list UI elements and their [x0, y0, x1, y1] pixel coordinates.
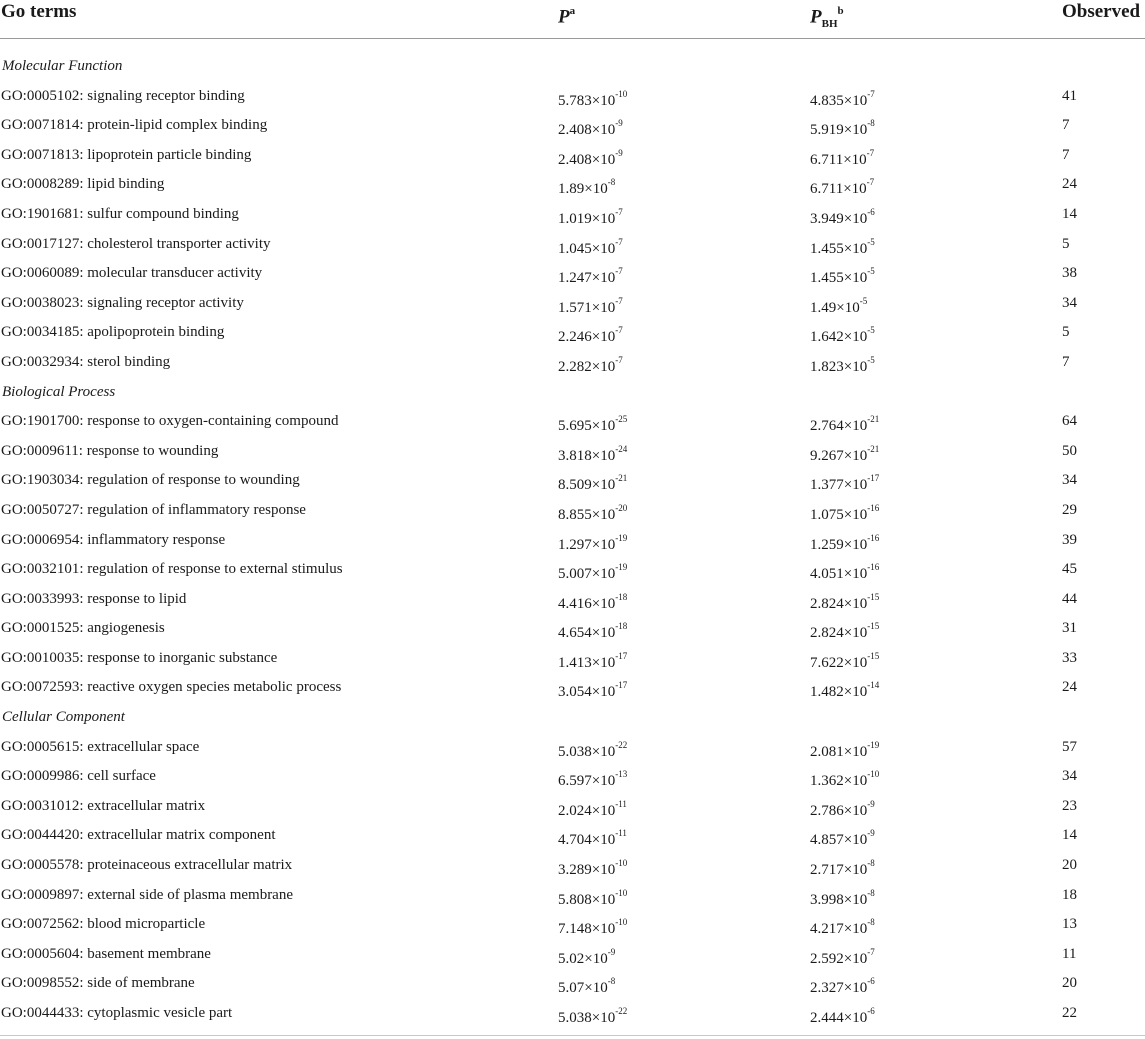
observed-cell: 64	[1062, 413, 1077, 430]
exponent: -17	[615, 650, 628, 661]
observed-cell: 22	[1062, 1005, 1077, 1021]
table-row	[0, 466, 1145, 496]
mantissa: 5.07	[558, 980, 585, 997]
times-ten: ×10	[843, 358, 868, 375]
exponent: -15	[867, 621, 880, 632]
times-ten: ×10	[843, 921, 868, 938]
go-term-cell: GO:0010035: response to inorganic substance	[1, 649, 278, 666]
times-ten: ×10	[843, 862, 868, 879]
table-row	[0, 318, 1145, 348]
observed-cell: 38	[1062, 265, 1077, 282]
table-bottom-rule	[0, 1035, 1145, 1036]
exponent: -21	[867, 443, 880, 454]
exponent: -19	[867, 739, 880, 750]
table-row	[0, 910, 1145, 940]
mantissa: 4.217	[810, 921, 844, 938]
exponent: -5	[867, 236, 875, 247]
table-row	[0, 585, 1145, 615]
mantissa: 2.786	[810, 802, 844, 819]
observed-cell: 45	[1062, 561, 1077, 578]
times-ten: ×10	[843, 506, 868, 523]
exponent: -10	[615, 887, 628, 898]
header-pbh-symbol: P	[810, 6, 822, 28]
section-heading-row	[0, 378, 1145, 408]
times-ten: ×10	[843, 773, 868, 790]
times-ten: ×10	[591, 418, 616, 435]
exponent: -7	[867, 946, 875, 957]
mantissa: 2.327	[810, 980, 844, 997]
go-term-cell: GO:0032101: regulation of response to external stimulus	[1, 561, 343, 578]
exponent: -10	[867, 769, 880, 780]
times-ten: ×10	[843, 743, 868, 760]
times-ten: ×10	[591, 536, 616, 553]
times-ten: ×10	[843, 181, 867, 198]
exponent: -22	[615, 739, 628, 750]
mantissa: 3.054	[558, 684, 592, 701]
mantissa: 1.019	[558, 210, 592, 227]
times-ten: ×10	[843, 536, 868, 553]
go-term-cell: GO:0072562: blood microparticle	[1, 916, 206, 933]
go-term-cell: GO:0033993: response to lipid	[1, 590, 187, 607]
mantissa: 1.075	[810, 506, 844, 523]
times-ten: ×10	[591, 329, 616, 346]
go-term-cell: GO:1903034: regulation of response to wounding	[1, 472, 300, 489]
times-ten: ×10	[591, 684, 616, 701]
header-pbh-subscript: BH	[821, 18, 838, 31]
table-row	[0, 821, 1145, 851]
exponent: -9	[607, 946, 616, 957]
observed-cell: 39	[1062, 531, 1077, 548]
go-term-cell: GO:0009897: external side of plasma membrane	[1, 886, 294, 903]
go-term-cell: GO:0009986: cell surface	[1, 768, 156, 785]
observed-cell: 34	[1062, 472, 1077, 489]
p-bh-cell	[810, 999, 875, 1034]
times-ten: ×10	[843, 802, 868, 819]
mantissa: 2.592	[810, 950, 844, 967]
times-ten: ×10	[591, 506, 616, 523]
go-term-cell: GO:0006954: inflammatory response	[1, 531, 226, 548]
p-value-cell	[558, 999, 627, 1034]
exponent: -17	[867, 473, 880, 484]
exponent: -6	[867, 1006, 875, 1016]
times-ten: ×10	[584, 980, 608, 997]
times-ten: ×10	[591, 802, 616, 819]
observed-cell: 18	[1062, 886, 1077, 903]
times-ten: ×10	[584, 181, 608, 198]
go-term-cell: GO:0031012: extracellular matrix	[1, 797, 206, 814]
times-ten: ×10	[843, 595, 868, 612]
exponent: -9	[615, 147, 623, 158]
mantissa: 1.571	[558, 299, 592, 316]
exponent: -7	[615, 206, 623, 217]
go-term-cell: GO:0098552: side of membrane	[1, 975, 195, 992]
times-ten: ×10	[843, 950, 868, 967]
exponent: -19	[615, 562, 628, 573]
exponent: -15	[867, 591, 880, 602]
table-body	[0, 52, 1145, 1029]
mantissa: 2.717	[810, 862, 844, 879]
exponent: -9	[615, 118, 623, 129]
times-ten: ×10	[591, 447, 616, 464]
section-heading-row	[0, 703, 1145, 733]
table-row	[0, 555, 1145, 585]
exponent: -13	[615, 769, 628, 780]
go-term-cell: GO:1901681: sulfur compound binding	[1, 205, 239, 222]
table-row	[0, 881, 1145, 911]
table-row	[0, 407, 1145, 437]
times-ten: ×10	[591, 122, 616, 139]
observed-cell: 14	[1062, 205, 1077, 222]
go-term-cell: GO:0071813: lipoprotein particle binding	[1, 146, 252, 163]
mantissa: 3.818	[558, 447, 592, 464]
exponent: -25	[615, 414, 628, 425]
times-ten: ×10	[843, 654, 868, 671]
times-ten: ×10	[591, 625, 616, 642]
exponent: -5	[859, 295, 868, 306]
exponent: -22	[615, 1006, 628, 1016]
mantissa: 5.007	[558, 566, 592, 583]
mantissa: 9.267	[810, 447, 844, 464]
table-row	[0, 289, 1145, 319]
observed-cell: 7	[1062, 353, 1070, 370]
observed-cell: 24	[1062, 679, 1077, 696]
table-row	[0, 851, 1145, 881]
header-go-terms: Go terms	[1, 1, 77, 22]
times-ten: ×10	[843, 832, 868, 849]
go-term-cell: GO:0071814: protein-lipid complex binding	[1, 117, 268, 134]
mantissa: 2.246	[558, 329, 592, 346]
table-row	[0, 348, 1145, 378]
times-ten: ×10	[836, 299, 860, 316]
section-title: Cellular Component	[2, 709, 125, 726]
go-term-cell: GO:0008289: lipid binding	[1, 176, 165, 193]
observed-cell: 20	[1062, 975, 1077, 992]
observed-cell: 7	[1062, 146, 1070, 163]
mantissa: 1.045	[558, 240, 592, 257]
times-ten: ×10	[591, 92, 616, 109]
times-ten: ×10	[591, 921, 616, 938]
times-ten: ×10	[591, 1010, 616, 1026]
mantissa: 1.247	[558, 270, 592, 287]
exponent: -9	[867, 798, 875, 809]
exponent: -8	[867, 118, 875, 129]
times-ten: ×10	[843, 210, 868, 227]
mantissa: 6.711	[810, 181, 844, 198]
go-term-cell: GO:0072593: reactive oxygen species metabolic process	[1, 679, 342, 696]
exponent: -7	[615, 354, 623, 365]
go-term-cell: GO:0005102: signaling receptor binding	[1, 87, 245, 104]
times-ten: ×10	[591, 566, 616, 583]
times-ten: ×10	[843, 891, 868, 908]
go-term-cell: GO:0005615: extracellular space	[1, 738, 200, 755]
times-ten: ×10	[843, 270, 868, 287]
go-term-cell: GO:0044420: extracellular matrix component	[1, 827, 276, 844]
times-ten: ×10	[843, 240, 868, 257]
table-row	[0, 230, 1145, 260]
header-observed: Observed	[1062, 1, 1141, 22]
mantissa: 2.081	[810, 743, 844, 760]
mantissa: 7.148	[558, 921, 592, 938]
go-term-cell: GO:0017127: cholesterol transporter activity	[1, 235, 271, 252]
mantissa: 2.824	[810, 595, 844, 612]
table-row	[0, 940, 1145, 970]
times-ten: ×10	[591, 299, 616, 316]
exponent: -7	[866, 177, 875, 188]
times-ten: ×10	[843, 418, 868, 435]
mantissa: 2.024	[558, 802, 592, 819]
mantissa: 5.695	[558, 418, 592, 435]
mantissa: 5.038	[558, 1010, 592, 1026]
exponent: -18	[615, 621, 628, 632]
mantissa: 1.259	[810, 536, 844, 553]
times-ten: ×10	[843, 477, 868, 494]
times-ten: ×10	[591, 773, 616, 790]
table-row	[0, 437, 1145, 467]
go-term-cell: GO:0009611: response to wounding	[1, 442, 219, 459]
table-row	[0, 82, 1145, 112]
times-ten: ×10	[843, 566, 868, 583]
table-row	[0, 111, 1145, 141]
times-ten: ×10	[591, 595, 616, 612]
exponent: -8	[867, 858, 875, 869]
exponent: -5	[867, 354, 875, 365]
mantissa: 5.808	[558, 891, 592, 908]
exponent: -7	[866, 147, 875, 158]
table-header	[0, 0, 1145, 39]
exponent: -7	[867, 88, 875, 99]
mantissa: 4.654	[558, 625, 592, 642]
mantissa: 1.823	[810, 358, 844, 375]
mantissa: 1.482	[810, 684, 844, 701]
observed-cell: 7	[1062, 117, 1070, 134]
observed-cell: 14	[1062, 827, 1077, 844]
observed-cell: 31	[1062, 620, 1077, 637]
mantissa: 6.711	[810, 151, 844, 168]
header-pbh-footnote: b	[837, 5, 844, 17]
table-row	[0, 614, 1145, 644]
exponent: -8	[607, 976, 616, 987]
section-heading-row	[0, 52, 1145, 82]
table-row	[0, 644, 1145, 674]
mantissa: 1.49	[810, 299, 837, 316]
exponent: -16	[867, 562, 880, 573]
go-term-cell: GO:0005604: basement membrane	[1, 945, 211, 962]
exponent: -16	[867, 532, 880, 543]
exponent: -6	[867, 976, 875, 987]
table-row	[0, 141, 1145, 171]
table-row	[0, 170, 1145, 200]
mantissa: 1.642	[810, 329, 844, 346]
mantissa: 2.408	[558, 122, 592, 139]
times-ten: ×10	[591, 862, 616, 879]
go-term-cell: GO:0032934: sterol binding	[1, 353, 171, 370]
observed-cell: 34	[1062, 768, 1077, 785]
table-row	[0, 969, 1145, 999]
mantissa: 1.89	[558, 181, 585, 198]
exponent: -21	[615, 473, 628, 484]
exponent: -5	[867, 266, 875, 277]
times-ten: ×10	[591, 743, 616, 760]
mantissa: 1.297	[558, 536, 592, 553]
times-ten: ×10	[843, 92, 868, 109]
observed-cell: 23	[1062, 797, 1077, 814]
observed-cell: 20	[1062, 857, 1077, 874]
exponent: -8	[607, 177, 616, 188]
mantissa: 2.444	[810, 1010, 844, 1026]
exponent: -7	[615, 295, 623, 306]
mantissa: 2.408	[558, 151, 592, 168]
header-p-bh-value	[810, 0, 844, 36]
table-row	[0, 259, 1145, 289]
observed-cell: 29	[1062, 501, 1077, 518]
times-ten: ×10	[591, 240, 616, 257]
times-ten: ×10	[591, 654, 616, 671]
exponent: -19	[615, 532, 628, 543]
mantissa: 1.413	[558, 654, 592, 671]
mantissa: 5.919	[810, 122, 844, 139]
observed-cell: 5	[1062, 324, 1070, 341]
mantissa: 5.038	[558, 743, 592, 760]
mantissa: 3.949	[810, 210, 844, 227]
go-term-cell: GO:0050727: regulation of inflammatory response	[1, 501, 306, 518]
times-ten: ×10	[591, 891, 616, 908]
mantissa: 5.783	[558, 92, 592, 109]
mantissa: 5.02	[558, 950, 585, 967]
header-p-symbol: P	[558, 6, 570, 28]
mantissa: 4.835	[810, 92, 844, 109]
mantissa: 1.377	[810, 477, 844, 494]
table-row	[0, 762, 1145, 792]
exponent: -10	[615, 858, 628, 869]
exponent: -7	[615, 266, 623, 277]
exponent: -24	[615, 443, 628, 454]
times-ten: ×10	[843, 1010, 868, 1026]
table-row	[0, 496, 1145, 526]
times-ten: ×10	[843, 684, 868, 701]
observed-cell: 50	[1062, 442, 1077, 459]
table-row	[0, 526, 1145, 556]
times-ten: ×10	[843, 447, 868, 464]
mantissa: 3.289	[558, 862, 592, 879]
mantissa: 1.455	[810, 270, 844, 287]
times-ten: ×10	[591, 270, 616, 287]
exponent: -7	[615, 325, 623, 336]
header-p-value	[558, 0, 575, 29]
times-ten: ×10	[584, 950, 608, 967]
section-title: Molecular Function	[2, 58, 123, 74]
exponent: -6	[867, 206, 875, 217]
exponent: -11	[615, 828, 627, 839]
times-ten: ×10	[591, 210, 616, 227]
observed-cell: 24	[1062, 176, 1077, 193]
mantissa: 2.764	[810, 418, 844, 435]
times-ten: ×10	[591, 358, 616, 375]
mantissa: 8.855	[558, 506, 592, 523]
observed-cell: 33	[1062, 649, 1077, 666]
mantissa: 1.362	[810, 773, 844, 790]
observed-cell: 44	[1062, 590, 1077, 607]
table-row	[0, 673, 1145, 703]
table-row	[0, 999, 1145, 1029]
header-p-footnote: a	[569, 5, 576, 17]
mantissa: 2.824	[810, 625, 844, 642]
table-row	[0, 200, 1145, 230]
exponent: -8	[867, 887, 875, 898]
times-ten: ×10	[843, 151, 867, 168]
exponent: -21	[867, 414, 880, 425]
mantissa: 8.509	[558, 477, 592, 494]
observed-cell: 41	[1062, 87, 1077, 104]
times-ten: ×10	[591, 477, 616, 494]
exponent: -14	[867, 680, 880, 691]
mantissa: 2.282	[558, 358, 592, 375]
exponent: -18	[615, 591, 628, 602]
times-ten: ×10	[591, 151, 616, 168]
mantissa: 4.051	[810, 566, 844, 583]
mantissa: 3.998	[810, 891, 844, 908]
table-row	[0, 792, 1145, 822]
exponent: -20	[615, 502, 628, 513]
times-ten: ×10	[843, 625, 868, 642]
times-ten: ×10	[843, 329, 868, 346]
exponent: -11	[615, 798, 627, 809]
exponent: -8	[867, 917, 875, 928]
observed-cell: 57	[1062, 738, 1077, 755]
go-term-cell: GO:1901700: response to oxygen-containing compound	[1, 413, 339, 430]
exponent: -15	[867, 650, 880, 661]
observed-cell: 13	[1062, 916, 1077, 933]
mantissa: 6.597	[558, 773, 592, 790]
table-row	[0, 733, 1145, 763]
exponent: -10	[615, 88, 628, 99]
times-ten: ×10	[843, 122, 868, 139]
mantissa: 4.704	[558, 832, 592, 849]
mantissa: 7.622	[810, 654, 844, 671]
observed-cell: 34	[1062, 294, 1077, 311]
exponent: -7	[615, 236, 623, 247]
mantissa: 4.857	[810, 832, 844, 849]
go-term-cell: GO:0060089: molecular transducer activity	[1, 265, 263, 282]
times-ten: ×10	[591, 832, 616, 849]
go-term-cell: GO:0044433: cytoplasmic vesicle part	[1, 1005, 233, 1021]
exponent: -10	[615, 917, 628, 928]
exponent: -16	[867, 502, 880, 513]
observed-cell: 11	[1062, 945, 1077, 962]
mantissa: 4.416	[558, 595, 592, 612]
exponent: -5	[867, 325, 875, 336]
go-term-cell: GO:0038023: signaling receptor activity	[1, 294, 244, 311]
go-term-cell: GO:0005578: proteinaceous extracellular matrix	[1, 857, 293, 874]
observed-cell: 5	[1062, 235, 1070, 252]
go-term-cell: GO:0001525: angiogenesis	[1, 620, 165, 637]
go-term-cell: GO:0034185: apolipoprotein binding	[1, 324, 225, 341]
section-title: Biological Process	[2, 383, 116, 400]
mantissa: 1.455	[810, 240, 844, 257]
exponent: -9	[867, 828, 875, 839]
times-ten: ×10	[843, 980, 868, 997]
exponent: -17	[615, 680, 628, 691]
